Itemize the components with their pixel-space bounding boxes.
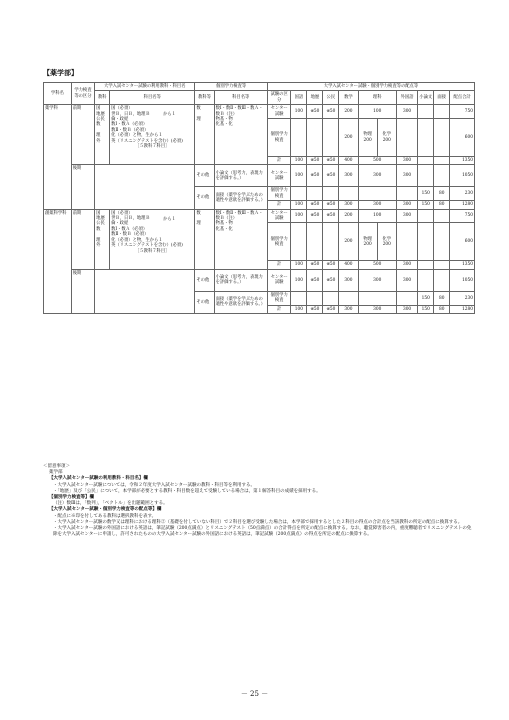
row-label: 計 <box>267 157 290 165</box>
score-sugaku: 200 <box>339 209 358 223</box>
rika-sub-value: 200 <box>382 241 391 247</box>
notes-title: ＜留意事項＞ <box>43 464 70 469</box>
row-label: 計 <box>267 305 290 313</box>
header-schedule: 学力検査等の区分 <box>71 83 94 105</box>
notes-item: ・大学入試センター試験の外国語における英語は，筆記試験（200点満点）とリスニングテスト（50点満点）の合計得点を所定の配点に換算する。なお，聴覚障害者の内，重度難聴者でリスニングテストの免除を大学入試センターに申請し，許可されたものの大学入試センター試験の外国語における英語は，筆記試験（200点満点）の得点を所定の配点に換算する。 <box>53 526 472 538</box>
score-shoronbun: 150 <box>418 187 434 201</box>
score-kokugo: 100 <box>291 105 307 119</box>
notes-item: ・配点に※印を付してある教科は選択教科を表す。 <box>53 513 157 519</box>
header-ind-kyoka: 教科等 <box>195 91 214 105</box>
table-row <box>44 165 475 187</box>
score-total: 1350 <box>450 157 475 165</box>
score-shoronbun: 150 <box>418 291 434 305</box>
rika-sub-value: 200 <box>382 137 391 143</box>
score-kokugo: 100 <box>291 157 307 165</box>
score-kokugo: 100 <box>291 209 307 223</box>
notes-item: ・「地歴」及び「公民」について，本学部が必要とする教科・科目数を超えて受験している場合は，第１解答科目の成績を採用する。 <box>53 488 321 494</box>
ind-kyoka: その他 <box>195 165 214 187</box>
score-total: 230 <box>450 187 475 201</box>
score-sugaku: 400 <box>339 261 358 269</box>
header-mensetsu: 面接 <box>434 91 450 105</box>
header-gaikoku: 外国語 <box>396 91 417 105</box>
score-total: 1350 <box>450 261 475 269</box>
score-chireki: ※50 <box>307 165 323 187</box>
score-total: 600 <box>450 223 475 261</box>
score-komin: ※50 <box>323 305 339 313</box>
score-total: 750 <box>450 105 475 119</box>
score-rika: 300 <box>358 201 396 209</box>
ind-kamoku-list: 数Ⅰ・数Ⅱ・数Ⅲ・数Ａ・数Ｂ（注） 物基・物 化基・化 <box>214 105 267 165</box>
score-shoronbun: 150 <box>418 305 434 313</box>
score-total: 1050 <box>450 269 475 291</box>
header-rika: 理科 <box>358 91 396 105</box>
score-chireki: ※50 <box>307 261 323 269</box>
score-sugaku: 300 <box>339 305 358 313</box>
score-total: 750 <box>450 209 475 223</box>
notes-faculty: 薬学部 <box>49 470 63 476</box>
kamoku-count: ［５教科７科目］ <box>135 248 170 254</box>
row-label: 個別学力検査 <box>267 187 290 201</box>
score-komin: ※50 <box>323 269 339 291</box>
score-komin: ※50 <box>323 105 339 119</box>
ind-kyoka-list: 数 理 <box>195 105 214 165</box>
notes-heading: 【大学入試センター試験の利用教科・科目名】欄 <box>49 476 148 482</box>
score-komin: ※50 <box>323 165 339 187</box>
score-gaikoku: 300 <box>396 105 417 119</box>
score-chireki: ※50 <box>307 209 323 223</box>
table-subheader-row <box>44 91 475 105</box>
table-row <box>44 209 475 223</box>
center-kamoku-list: 国（必須） 世Ｂ，日Ｂ，地理Ｂ 倫・政経 数Ⅰ・数Ａ（必須） 数Ⅱ・数Ｂ（必須） 化（必須）と物，生から１ 英（リスニングテストを含む）(必須) <box>111 106 183 144</box>
score-shoronbun: 150 <box>418 201 434 209</box>
schedule-cell: 前期 <box>71 105 94 165</box>
score-total: 1280 <box>450 201 475 209</box>
score-sugaku: 300 <box>339 269 358 291</box>
score-mensetsu <box>434 105 450 119</box>
score-mensetsu: 80 <box>434 201 450 209</box>
notes-item: ・大学入試センター試験については，令和２年度大学入試センター試験の教科・科目等を利用する。 <box>53 482 256 488</box>
rika-sub-physics <box>358 119 377 157</box>
score-total: 1050 <box>450 165 475 187</box>
header-kyoka: 教科 <box>95 91 110 105</box>
table-row <box>44 269 475 291</box>
score-rika: 100 <box>358 209 396 223</box>
score-komin: ※50 <box>323 201 339 209</box>
rika-sub-label: 化学 <box>382 236 392 242</box>
ind-kyoka: その他 <box>195 187 214 209</box>
admission-table <box>43 82 475 314</box>
ind-kyoka: その他 <box>195 269 214 291</box>
center-kamoku-list: 国（必須） 世Ｂ，日Ｂ，地理Ｂ 倫・政経 数Ⅰ・数Ａ（必須） 数Ⅱ・数Ｂ（必須） 化（必須）と物，生から１ 英（リスニングテストを含む）(必須) <box>111 210 183 249</box>
score-mensetsu: 80 <box>434 187 450 201</box>
score-komin: ※50 <box>323 209 339 223</box>
score-total: 1280 <box>450 305 475 313</box>
score-sugaku: 200 <box>339 105 358 119</box>
score-kokugo: 100 <box>291 305 307 313</box>
rika-sub-label: 物理 <box>363 236 372 242</box>
notes-item: ・大学入試センター試験の数学又は理科における理科②（基礎を付していない科目）で２科目を選び受験した場合は，本学部で採用するとした２科目の得点の合計点を当該教科の所定の配点に換算する。 <box>53 519 463 525</box>
score-shoronbun <box>418 105 434 119</box>
score-chireki: ※50 <box>307 269 323 291</box>
row-label: センター試験 <box>267 269 290 291</box>
center-kyoka-list: 国 地歴 公民 数 理 外 <box>95 105 110 165</box>
row-label: 計 <box>267 261 290 269</box>
header-chireki: 地歴 <box>307 91 323 105</box>
score-sugaku: 400 <box>339 157 358 165</box>
header-shoronbun: 小論文 <box>418 91 434 105</box>
score-komin: ※50 <box>323 157 339 165</box>
ind-kamoku: 小論文（思考力，表現力を評価する。） <box>214 165 267 187</box>
notes-section <box>43 464 473 538</box>
score-total: 600 <box>450 119 475 157</box>
schedule-cell: 後期 <box>71 165 94 209</box>
score-rika: 500 <box>358 157 396 165</box>
notes-item: （注）数Ⅲは，「数列」，「ベクトル」を出題範囲とする。 <box>53 501 168 507</box>
score-chireki: ※50 <box>307 157 323 165</box>
score-sugaku: 200 <box>339 223 358 261</box>
header-kokugo: 国語 <box>291 91 307 105</box>
header-individual: 個別学力検査等 <box>195 83 268 91</box>
header-shiken: 試験の区分 <box>267 91 290 105</box>
score-sugaku: 300 <box>339 165 358 187</box>
ind-kamoku: 面接（薬学を学ぶための適性や意欲を評価する。） <box>214 291 267 313</box>
score-rika: 300 <box>358 269 396 291</box>
score-gaikoku: 300 <box>396 201 417 209</box>
page-number: － 25 － <box>240 690 269 698</box>
ind-kamoku: 面接（薬学を学ぶための適性や意欲を評価する。） <box>214 187 267 209</box>
header-faculty: 学科名 <box>44 83 72 105</box>
row-label: 計 <box>267 201 290 209</box>
score-kokugo: 100 <box>291 165 307 187</box>
score-gaikoku: 300 <box>396 261 417 269</box>
score-mensetsu: 80 <box>434 291 450 305</box>
faculty-heading: 【薬学部】 <box>43 69 78 77</box>
rika-sub-label: 化学 <box>382 132 392 138</box>
score-gaikoku: 300 <box>396 269 417 291</box>
choose-one-note: から１ <box>163 216 176 222</box>
row-label: センター試験 <box>267 209 290 223</box>
dept-name: 薬学科 <box>44 105 72 209</box>
choose-one-note: から１ <box>163 112 176 118</box>
notes-heading: 【大学入試センター試験・個別学力検査等の配点等】欄 <box>49 507 162 513</box>
ind-kyoka: その他 <box>195 291 214 313</box>
row-label: センター試験 <box>267 165 290 187</box>
score-chireki: ※50 <box>307 105 323 119</box>
row-label: 個別学力検査 <box>267 291 290 305</box>
score-sugaku: 200 <box>339 119 358 157</box>
score-chireki: ※50 <box>307 305 323 313</box>
table-header-row <box>44 83 475 91</box>
score-total: 230 <box>450 291 475 305</box>
schedule-cell: 前期 <box>71 209 94 269</box>
score-gaikoku: 300 <box>396 209 417 223</box>
dept-name: 創薬科学科 <box>44 209 72 313</box>
center-kamoku-cell <box>110 209 195 269</box>
score-kokugo: 100 <box>291 269 307 291</box>
rika-sub-value: 200 <box>363 137 372 143</box>
rika-sub-physics <box>358 223 377 261</box>
center-kyoka-list: 国 地歴 公民 数 理 外 <box>95 209 110 269</box>
score-chireki: ※50 <box>307 201 323 209</box>
notes-heading: 【個別学力検査等】欄 <box>49 495 94 501</box>
center-kamoku-cell <box>110 105 195 165</box>
table-row <box>44 105 475 119</box>
header-sugaku: 数学 <box>339 91 358 105</box>
row-label: センター試験 <box>267 105 290 119</box>
schedule-cell: 後期 <box>71 269 94 313</box>
score-kokugo: 100 <box>291 261 307 269</box>
rika-sub-chemistry <box>377 223 396 261</box>
header-komin: 公民 <box>323 91 339 105</box>
rika-sub-label: 物理 <box>363 132 372 138</box>
score-mensetsu: 80 <box>434 305 450 313</box>
score-rika: 300 <box>358 165 396 187</box>
header-kamoku: 科目名等 <box>110 91 195 105</box>
score-gaikoku: 300 <box>396 157 417 165</box>
rika-sub-chemistry <box>377 119 396 157</box>
score-gaikoku: 300 <box>396 305 417 313</box>
header-ind-kamoku: 科目名等 <box>214 91 267 105</box>
row-label: 個別学力検査 <box>267 223 290 261</box>
kamoku-count: ［５教科７科目］ <box>135 144 170 150</box>
ind-kamoku: 小論文（思考力，表現力を評価する。） <box>214 269 267 291</box>
ind-kamoku-list: 数Ⅰ・数Ⅱ・数Ⅲ・数Ａ・数Ｂ（注） 物基・物 化基・化 <box>214 209 267 269</box>
rika-sub-value: 200 <box>363 241 372 247</box>
score-rika: 100 <box>358 105 396 119</box>
score-gaikoku: 300 <box>396 165 417 187</box>
score-rika: 500 <box>358 261 396 269</box>
score-sugaku: 300 <box>339 201 358 209</box>
header-center: 大学入試センター試験の利用教科・科目名 <box>95 83 195 91</box>
score-komin: ※50 <box>323 261 339 269</box>
row-label: 個別学力検査 <box>267 119 290 157</box>
header-total: 配点合計 <box>450 91 475 105</box>
score-kokugo: 100 <box>291 201 307 209</box>
score-rika: 300 <box>358 305 396 313</box>
ind-kyoka-list: 数 理 <box>195 209 214 269</box>
header-score: 大学入試センター試験・個別学力検査等の配点等 <box>267 83 474 91</box>
